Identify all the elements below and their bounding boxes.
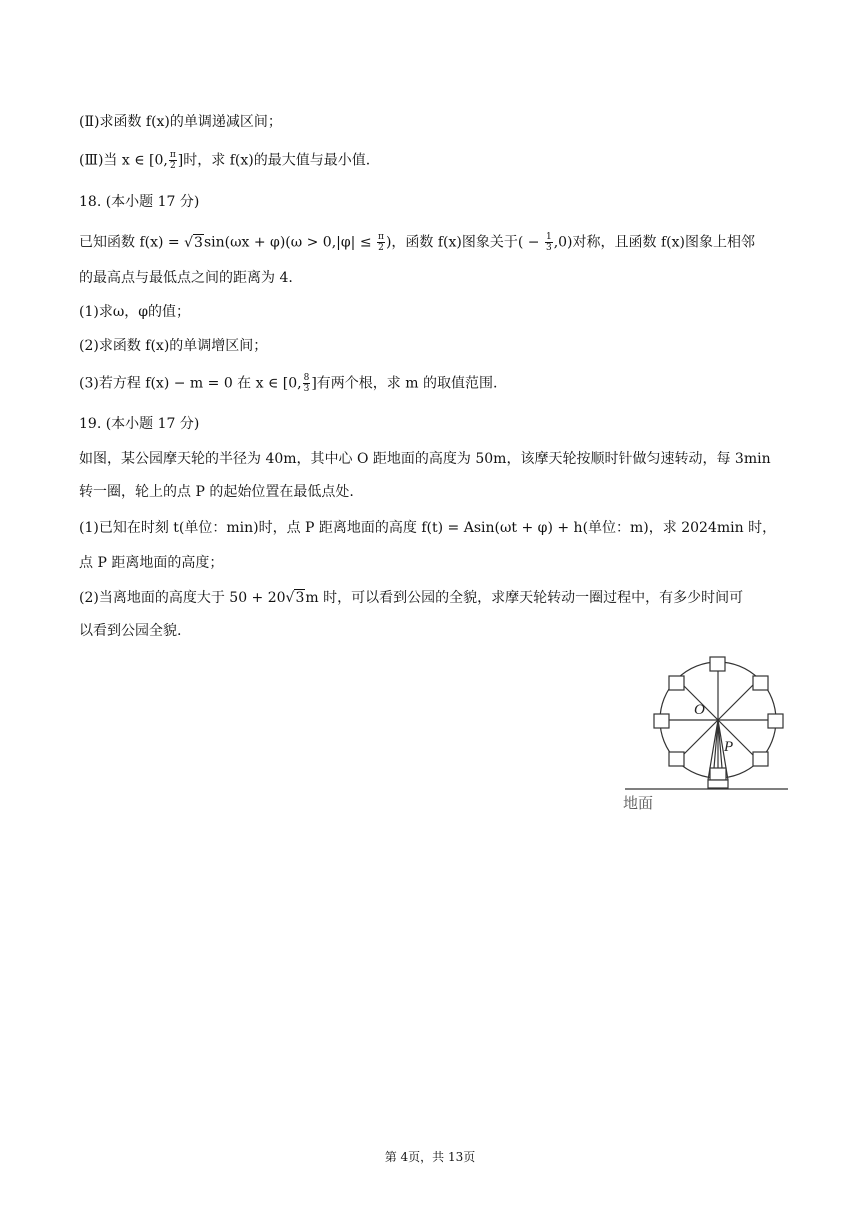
q18-stem-text-c: )，函数 f(x)图象关于( −	[385, 234, 544, 251]
q18-part3-text-b: ]有两个根，求 m 的取值范围.	[311, 375, 498, 392]
q19-part2-line2: 以看到公园全貌.	[79, 623, 182, 639]
q18-stem-line1	[79, 232, 755, 253]
q18-stem-text-a: 已知函数 f(x) =	[79, 234, 185, 251]
q18-part1: (1)求ω，φ的值；	[79, 304, 191, 320]
sqrt-symbol: √3	[184, 234, 203, 251]
q18-part3	[79, 373, 497, 394]
q19-part2-line1	[79, 588, 743, 608]
q18-stem-text-d: ,0)对称，且函数 f(x)图象上相邻	[553, 234, 755, 251]
q17-part3-text-b: ]时，求 f(x)的最大值与最小值.	[177, 152, 371, 169]
sqrt-radicand: 3	[194, 234, 203, 251]
fraction-denominator: 3	[545, 243, 552, 253]
ferris-wheel-figure	[620, 640, 792, 816]
base-block	[710, 768, 726, 780]
q17-part2: (Ⅱ)求函数 f(x)的单调递减区间；	[79, 114, 282, 130]
fraction-denominator: 2	[378, 243, 384, 253]
q19-part2-text-b: m 时，可以看到公园的全貌，求摩天轮转动一圈过程中，有多少时间可	[305, 590, 744, 606]
fraction-denominator: 2	[169, 161, 176, 171]
cabin	[654, 714, 669, 728]
q18-fraction-2	[545, 232, 553, 253]
q17-part3-text-a: (Ⅲ)当 x ∈ [0,	[79, 152, 168, 169]
q18-part3-fraction	[303, 373, 311, 394]
q19-heading: 19. (本小题 17 分)	[79, 416, 200, 432]
cabin	[753, 676, 768, 690]
q18-stem-line2: 的最高点与最低点之间的距离为 4.	[79, 270, 293, 286]
q19-part2-text-a: (2)当离地面的高度大于 50 + 20	[79, 590, 286, 606]
fraction-numerator: 8	[303, 373, 310, 383]
ground-label: 地面	[623, 794, 654, 812]
fraction-denominator: 3	[303, 384, 310, 394]
sqrt-radicand: 3	[295, 590, 305, 606]
base-block	[708, 780, 728, 788]
page-footer: 第 4页，共 13页	[384, 1150, 476, 1164]
q17-part3-fraction	[169, 150, 177, 171]
cabin	[753, 752, 768, 766]
q18-stem-text-b: sin(ωx + φ)(ω > 0,|φ| ≤	[203, 234, 377, 251]
q19-stem-line2: 转一圈，轮上的点 P 的起始位置在最低点处.	[79, 484, 354, 500]
q18-fraction-1	[377, 232, 385, 253]
cabin	[669, 676, 684, 690]
cabin	[768, 714, 783, 728]
cabin	[710, 657, 725, 671]
q18-part3-text-a: (3)若方程 f(x) − m = 0 在 x ∈ [0,	[79, 375, 302, 392]
q19-part1-line2: 点 P 距离地面的高度；	[79, 555, 224, 571]
center-label: O	[694, 702, 705, 718]
q18-part2: (2)求函数 f(x)的单调增区间；	[79, 338, 268, 354]
q19-stem-line1: 如图，某公园摩天轮的半径为 40m，其中心 O 距地面的高度为 50m，该摩天轮按顺时针做匀速转动，每 3min	[79, 451, 771, 467]
fraction-numerator: 1	[545, 232, 552, 242]
q17-part3	[79, 150, 370, 171]
q19-part1-line1: (1)已知在时刻 t(单位：min)时，点 P 距离地面的高度 f(t) = Asin(ωt + φ) + h(单位：m)，求 2024min 时，	[79, 520, 777, 536]
sqrt-symbol: √3	[285, 590, 305, 606]
fraction-numerator: π	[169, 150, 176, 160]
fraction-numerator: π	[378, 232, 384, 242]
point-label: P	[724, 739, 734, 755]
q18-heading: 18. (本小题 17 分)	[79, 194, 200, 210]
cabin	[669, 752, 684, 766]
